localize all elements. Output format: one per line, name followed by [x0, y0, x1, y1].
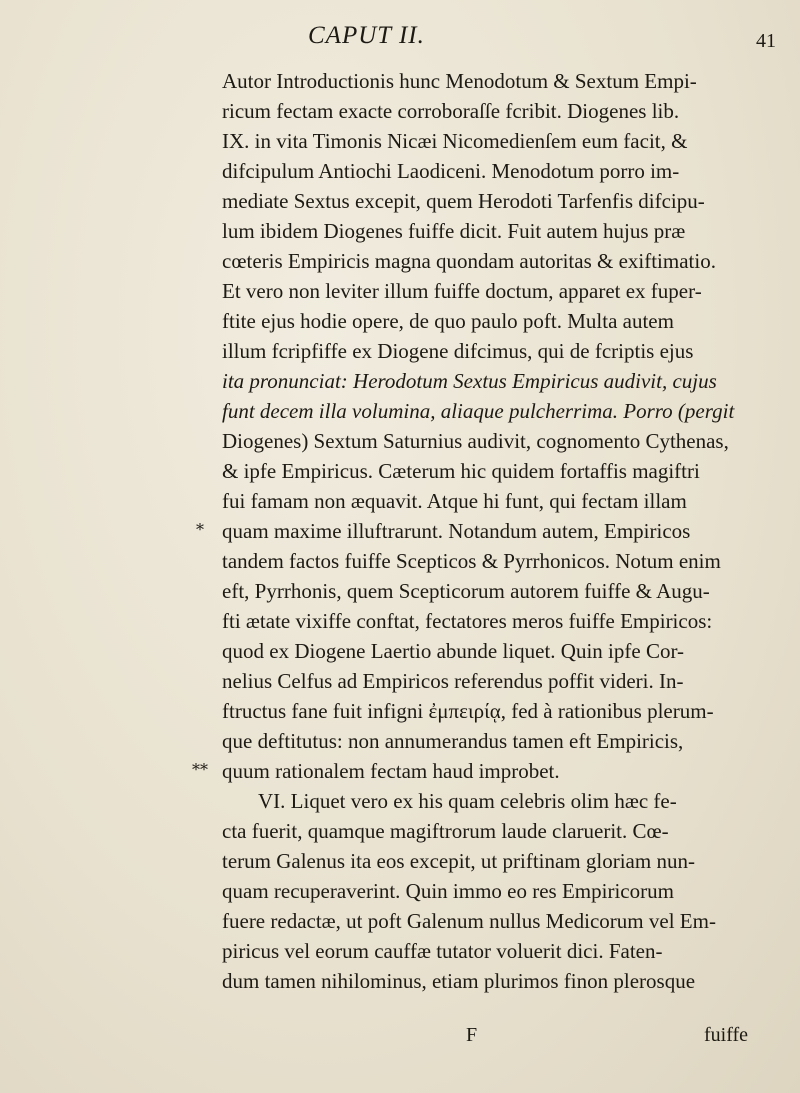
text-line: fti ætate vixiffe conftat, fectatores meros fuiffe Empiricos: — [222, 609, 713, 633]
signature-mark: F — [466, 1024, 478, 1046]
text-line: fui famam non æquavit. Atque hi funt, qui fectam illam — [222, 489, 687, 513]
text-line: quod ex Diogene Laertio abunde liquet. Quin ipfe Cor- — [222, 639, 685, 663]
text-line: fuere redactæ, ut poft Galenum nullus Medicorum vel Em- — [222, 909, 716, 933]
running-head: CAPUT II. — [308, 22, 425, 49]
text-line: nelius Celfus ad Empiricos referendus poffit videri. In- — [222, 669, 684, 693]
text-line: ftructus fane fuit infigni ἐμπειρίᾳ, fed à rationibus plerum- — [222, 699, 714, 723]
text-line: mediate Sextus excepit, quem Herodoti Tarfenfis difcipu- — [222, 189, 705, 213]
page-number: 41 — [756, 30, 776, 52]
text-line: quum rationalem fectam haud improbet. — [222, 759, 560, 783]
text-line: illum fcripfiffe ex Diogene difcimus, qui de fcriptis ejus — [222, 339, 694, 363]
text-line: ricum fectam exacte corroboraſſe fcribit. Diogenes lib. — [222, 99, 680, 123]
text-line: que deftitutus: non annumerandus tamen eft Empiricis, — [222, 729, 684, 753]
text-line: quam recuperaverint. Quin immo eo res Empiricorum — [222, 879, 674, 903]
text-line: dum tamen nihilominus, etiam plurimos finon plerosque — [222, 969, 696, 993]
section-start-line: VI. Liquet vero ex his quam celebris olim hæc fe- — [258, 789, 677, 813]
text-line: Diogenes) Sextum Saturnius audivit, cognomento Cythenas, — [222, 429, 729, 453]
text-line: IX. in vita Timonis Nicæi Nicomedienſem eum facit, & — [222, 129, 688, 153]
catchword: fuiffe — [704, 1024, 749, 1046]
margin-double-star-marker: ** — [192, 760, 208, 779]
text-line: ita pronunciat: Herodotum Sextus Empiricus audivit, cujus — [222, 369, 717, 393]
page-footer — [0, 1024, 800, 1054]
text-line: piricus vel eorum cauffæ tutator voluerit dici. Faten- — [222, 939, 663, 963]
text-line: lum ibidem Diogenes fuiffe dicit. Fuit autem hujus præ — [222, 219, 686, 243]
text-line: tandem factos fuiffe Scepticos & Pyrrhonicos. Notum enim — [222, 549, 721, 573]
text-line: & ipfe Empiricus. Cæterum hic quidem fortaffis magiftri — [222, 459, 700, 483]
text-line: eft, Pyrrhonis, quem Scepticorum autorem fuiffe & Augu- — [222, 579, 710, 603]
text-line: cta fuerit, quamque magiftrorum laude claruerit. Cœ- — [222, 819, 669, 843]
page-header — [0, 22, 800, 62]
text-line: difcipulum Antiochi Laodiceni. Menodotum porro im- — [222, 159, 680, 183]
text-line: Autor Introductionis hunc Menodotum & Sextum Empi- — [222, 69, 697, 93]
text-line: funt decem illa volumina, aliaque pulcherrima. Porro (pergit — [222, 399, 735, 423]
text-line: ftite ejus hodie opere, de quo paulo poft. Multa autem — [222, 309, 674, 333]
text-line: terum Galenus ita eos excepit, ut priftinam gloriam nun- — [222, 849, 695, 873]
margin-star-marker: * — [196, 520, 204, 539]
text-line: Et vero non leviter illum fuiffe doctum, apparet ex fuper- — [222, 279, 702, 303]
text-line: quam maxime illuftrarunt. Notandum autem, Empiricos — [222, 519, 691, 543]
text-line: cœteris Empiricis magna quondam autoritas & exiftimatio. — [222, 249, 716, 273]
